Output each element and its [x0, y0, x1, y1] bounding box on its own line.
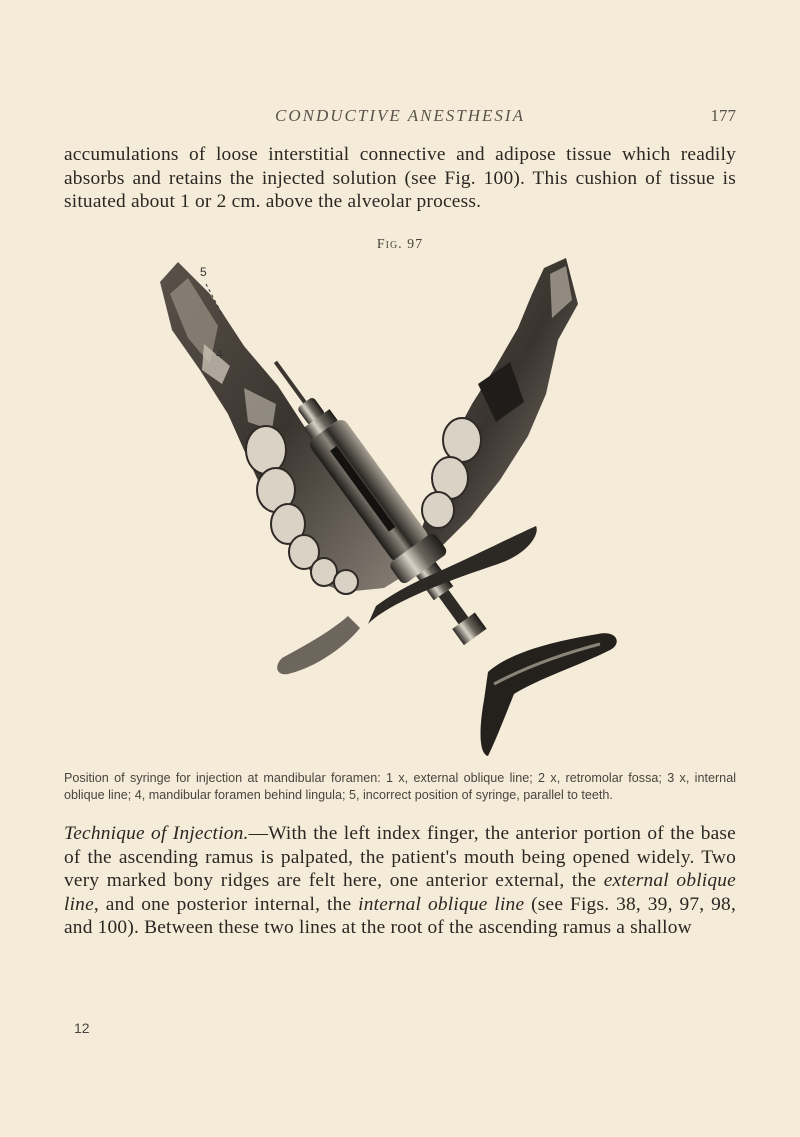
page-number: 177: [710, 106, 736, 125]
term-internal-oblique-line: internal oblique line: [358, 893, 525, 915]
signature-mark: 12: [74, 1020, 90, 1036]
running-head: [64, 106, 736, 130]
figure-caption: Position of syringe for injection at mandibular foramen: 1 x, external oblique line; 2 x, retromolar fossa; 3 x, internal oblique line; 4, mandibular foramen behind lingula; 5, incorrect position of syringe, parallel to teeth.: [64, 771, 736, 802]
paragraph-2-text-3: (see Figs. 38, 39, 97, 98, and 100). Between these two lines at the root of the ascending ramus a shallow: [64, 893, 736, 938]
running-title: CONDUCTIVE ANESTHESIA: [275, 106, 525, 125]
svg-text:4: 4: [216, 347, 223, 361]
svg-text:5: 5: [200, 265, 207, 279]
section-heading: Technique of Injection.: [64, 823, 249, 844]
term-external-oblique-line: external oblique line: [64, 870, 736, 915]
paragraph-1: accumulations of loose interstitial connective and adipose tissue which readily absorbs and retains the injected solution (see Fig. 100). This cushion of tissue is situated about 1 or 2 cm. above the alveolar process.: [64, 144, 736, 212]
figure-label: Fig. 97: [376, 237, 424, 252]
paragraph-2-text-1: —With the left index finger, the anterior portion of the base of the ascending ramus is palpated, the patient's mouth being opened widely. Two very marked bony ridges are felt here, one anterior external, the: [64, 823, 736, 891]
paragraph-2-text-2: , and one posterior internal, the: [93, 893, 359, 915]
syringe-thumb-rest: [481, 633, 617, 756]
figure-97-illustration: [148, 254, 628, 766]
paragraph-2: [64, 822, 736, 940]
